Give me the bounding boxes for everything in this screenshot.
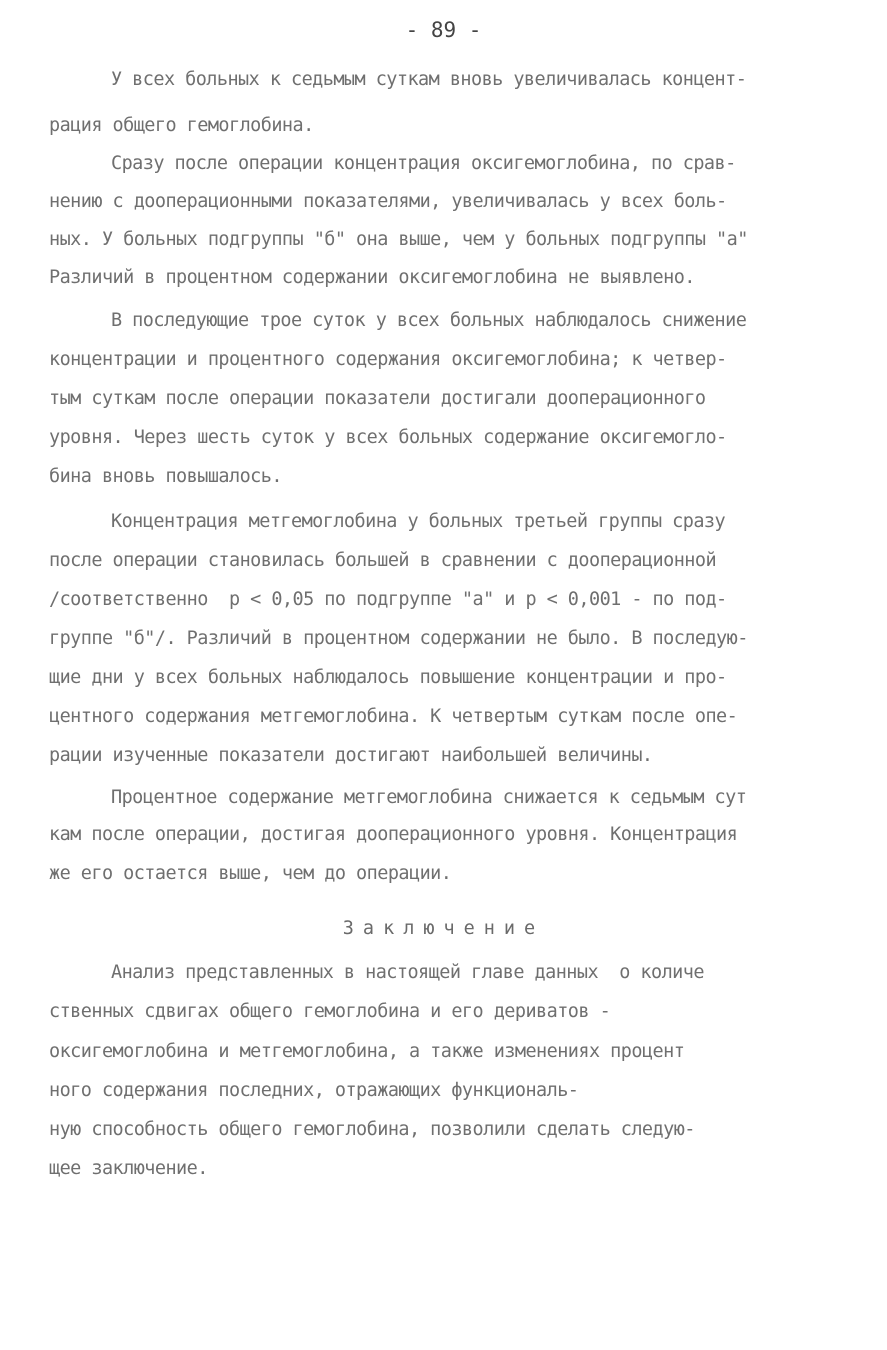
text-line: ную способность общего гемоглобина, позволили сделать следую-	[49, 1119, 695, 1140]
text-line: щие дни у всех больных наблюдалось повышение концентрации и про-	[49, 667, 727, 688]
text-line: концентрации и процентного содержания оксигемоглобина; к четвер-	[49, 349, 727, 370]
text-line: оксигемоглобина и метгемоглобина, а также изменениях процент	[49, 1041, 685, 1062]
text-line: ных. У больных подгруппы "б" она выше, чем у больных подгруппы "а"	[49, 229, 748, 250]
text-line: после операции становилась большей в сравнении с дооперационной	[49, 550, 717, 571]
text-line: щее заключение.	[49, 1158, 208, 1179]
text-line: бина вновь повышалось.	[49, 466, 282, 487]
page-number: - 89 -	[405, 18, 482, 42]
text-line: уровня. Через шесть суток у всех больных содержание оксигемогло-	[49, 427, 727, 448]
text-line: рации изученные показатели достигают наибольшей величины.	[49, 745, 653, 766]
text-line: Концентрация метгемоглобина у больных третьей группы сразу	[111, 511, 726, 532]
text-line: /соответственно р < 0,05 по подгруппе "а" и р < 0,001 - по под-	[49, 589, 727, 610]
text-line: ного содержания последних, отражающих функциональ-	[49, 1080, 579, 1101]
text-line: нению с дооперационными показателями, увеличивалась у всех боль-	[49, 191, 727, 212]
text-line: же его остается выше, чем до операции.	[49, 863, 452, 884]
text-line: Сразу после операции концентрация оксигемоглобина, по срав-	[111, 153, 736, 174]
text-line: центного содержания метгемоглобина. К четвертым суткам после опе-	[49, 706, 738, 727]
text-line: Анализ представленных в настоящей главе данных о количе	[111, 962, 704, 983]
section-heading: Заключение	[342, 918, 545, 939]
text-line: Процентное содержание метгемоглобина снижается к седьмым сут	[111, 787, 747, 808]
text-line: кам после операции, достигая дооперационного уровня. Концентрация	[49, 824, 738, 845]
text-line: группе "б"/. Различий в процентном содержании не было. В последую-	[49, 628, 748, 649]
text-line: ственных сдвигах общего гемоглобина и его дериватов -	[49, 1001, 611, 1022]
text-line: тым суткам после операции показатели достигали дооперационного	[49, 388, 706, 409]
text-line: Различий в процентном содержании оксигемоглобина не выявлено.	[49, 267, 695, 288]
text-line: У всех больных к седьмым суткам вновь увеличивалась концент-	[111, 69, 747, 90]
text-line: В последующие трое суток у всех больных наблюдалось снижение	[111, 310, 747, 331]
text-line: рация общего гемоглобина.	[49, 115, 314, 136]
